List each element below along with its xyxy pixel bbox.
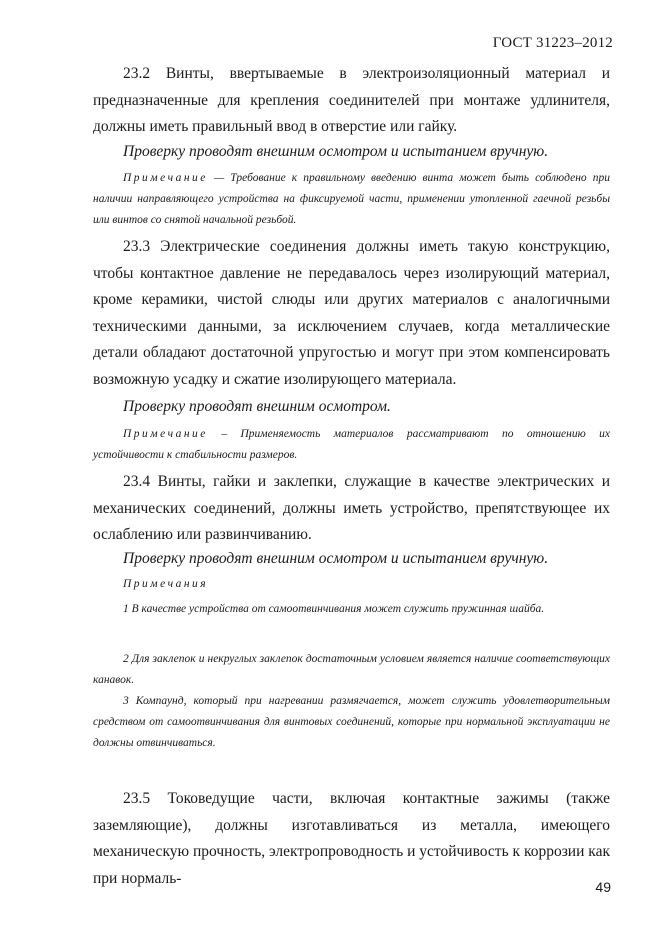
check-23-3: Проверку проводят внешним осмотром. (123, 398, 391, 415)
paragraph-23-2: 23.2 Винты, ввертываемые в электроизоляционный материал и предназначенные для крепления соединителей при монтаже удлинителя, должны иметь правильный ввод в отверстие или гайку. (93, 65, 610, 135)
note-item: 2 Для заклепок и некруглых заклепок достаточным условием является наличие соответствующих канавок. (93, 653, 610, 686)
paragraph-23-3: 23.3 Электрические соединения должны иметь такую конструкцию, чтобы контактное давление не передавалось через изолирующий материал, кроме керамики, чистой слюды или других материалов с аналогичными техническими данными, за исключением случаев, когда металлические детали обладают достаточной упругостью и могут при этом компенсировать возможную усадку и сжатие изолирующего материала. (93, 238, 610, 388)
check-23-2: Проверку проводят внешним осмотром и испытанием вручную. (123, 143, 549, 160)
paragraph-23-4: 23.4 Винты, гайки и заклепки, служащие в качестве электрических и механических соединений, должны иметь устройство, препятствующее их ослаблению или развинчиванию. (93, 473, 610, 543)
note-text: — Требование к правильному введению винта может быть соблюдено при наличии направляющего устройства на фиксируемой части, применении утопленной гаечной резьбы или винтов со снятой начальной резьбой. (93, 172, 610, 226)
check-23-4: Проверку проводят внешним осмотром и испытанием вручную. (123, 550, 549, 567)
note-23-3 (93, 424, 610, 466)
note-item: 3 Компаунд, который при нагревании размягчается, может служить удовлетворительным средством от самоотвинчивания для винтовых соединений, которые при нормальной эксплуатации не должны отвинчиваться. (93, 695, 610, 749)
page-number: 49 (595, 879, 611, 895)
note-23-2 (93, 168, 610, 231)
note-label: Примечание (123, 428, 208, 440)
paragraph-23-5: 23.5 Токоведущие части, включая контактные зажимы (также заземляющие), должны изготавливаться из металла, имеющего механическую прочность, электропроводность и устойчивость к коррозии как при нормаль- (93, 790, 610, 887)
standard-designation: ГОСТ 31223–2012 (492, 35, 613, 51)
notes-heading: Примечания (123, 578, 209, 590)
note-label: Примечание (123, 172, 208, 184)
note-text: – Применяемость материалов рассматривают по отношению их устойчивости к стабильности размеров. (93, 428, 610, 461)
note-item: 1 В качестве устройства от самоотвинчивания может служить пружинная шайба. (123, 603, 545, 615)
